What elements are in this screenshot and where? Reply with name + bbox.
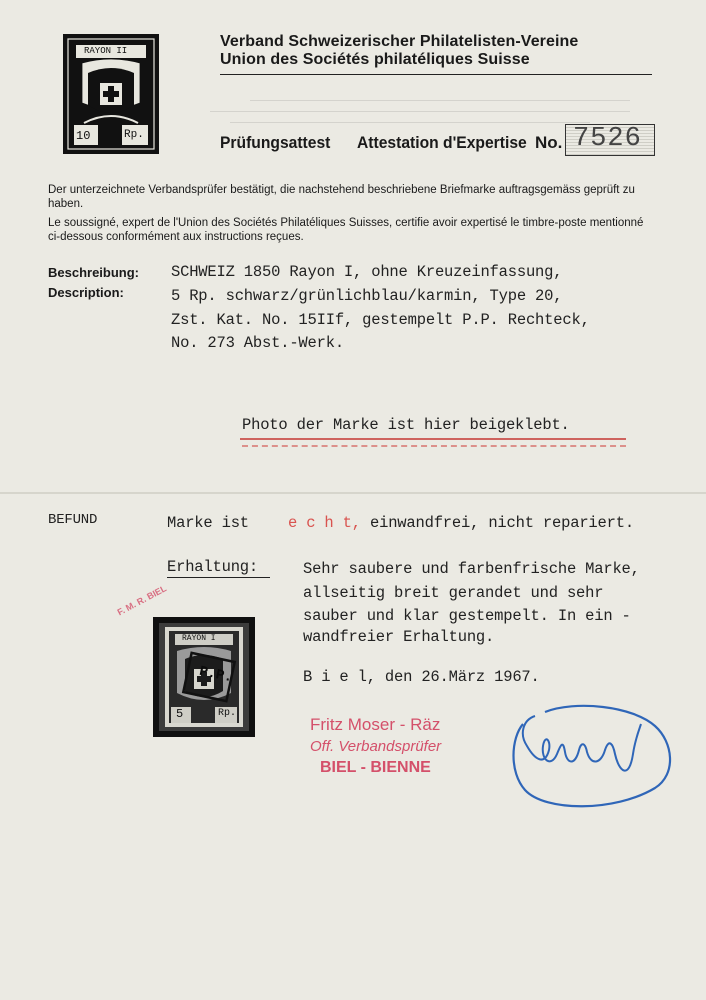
paper-fold: [0, 492, 706, 494]
title-fr: Attestation d'Expertise: [357, 133, 527, 152]
union-logo: [62, 33, 160, 155]
photo-note-underline: [240, 438, 626, 440]
expert-signature: [505, 680, 675, 820]
logo-value-unit: Rp.: [124, 129, 144, 141]
description-line-3: Zst. Kat. No. 15IIf, gestempelt P.P. Rechteck,: [171, 311, 590, 329]
expert-stamp-title: Off. Verbandsprüfer: [310, 738, 442, 755]
erhaltung-underline: [167, 577, 270, 578]
befund-pre: Marke ist: [167, 514, 249, 532]
description-line-2: 5 Rp. schwarz/grünlichblau/karmin, Type 20,: [171, 287, 563, 305]
certificate-no-label: No.: [535, 133, 563, 152]
certificate-number: 7526: [573, 124, 642, 154]
place-date: B i e l, den 26.März 1967.: [303, 668, 540, 686]
erhaltung-line-1: Sehr saubere und farbenfrische Marke,: [303, 560, 640, 578]
header-rule: [220, 74, 652, 75]
photo-note-underline-dash: [242, 445, 626, 448]
title-de: Prüfungsattest: [220, 133, 331, 152]
org-name-fr: Union des Sociétés philatéliques Suisse: [220, 51, 530, 68]
logo-value-number: 10: [76, 129, 91, 143]
photo-note: Photo der Marke ist hier beigeklebt.: [242, 416, 570, 434]
logo-top-text: RAYON II: [84, 46, 128, 56]
stamp-cancel-text: P.P.: [197, 663, 234, 687]
description-label-fr: Description:: [48, 285, 124, 300]
stamp-value-number: 5: [176, 707, 184, 721]
expert-stamp-city: BIEL - BIENNE: [320, 759, 431, 776]
description-line-1: SCHWEIZ 1850 Rayon I, ohne Kreuzeinfassung,: [171, 263, 563, 281]
erhaltung-line-4: wandfreier Erhaltung.: [303, 628, 495, 646]
erhaltung-line-3: sauber und klar gestempelt. In ein -: [303, 607, 631, 625]
description-line-4: No. 273 Abst.-Werk.: [171, 334, 344, 352]
stamp-value-unit: Rp.: [218, 708, 237, 719]
intro-de: Der unterzeichnete Verbandsprüfer bestätigt, die nachstehend beschriebene Briefmarke auftragsgemäss geprüft zu haben.: [48, 184, 635, 210]
befund-post: einwandfrei, nicht repariert.: [370, 514, 634, 532]
org-name-de: Verband Schweizerischer Philatelisten-Vereine: [220, 33, 579, 50]
red-handstamp-mark: F. M. R. BIEL: [115, 583, 169, 618]
stamp-photo: [153, 617, 255, 737]
erhaltung-line-2: allseitig breit gerandet und sehr: [303, 584, 604, 602]
befund-label: BEFUND: [48, 512, 98, 528]
expert-stamp-name: Fritz Moser - Räz: [310, 715, 441, 734]
intro-fr: Le soussigné, expert de l'Union des Sociétés Philatéliques Suisses, certifie avoir expertisé le timbre-poste mentionné ci-dessous conformément aux instructions reçues.: [48, 217, 644, 243]
stamp-top-text: RAYON I: [182, 634, 216, 643]
description-label-de: Beschreibung:: [48, 265, 140, 280]
erhaltung-label: Erhaltung:: [167, 558, 259, 576]
befund-echt: e c h t,: [288, 514, 361, 532]
